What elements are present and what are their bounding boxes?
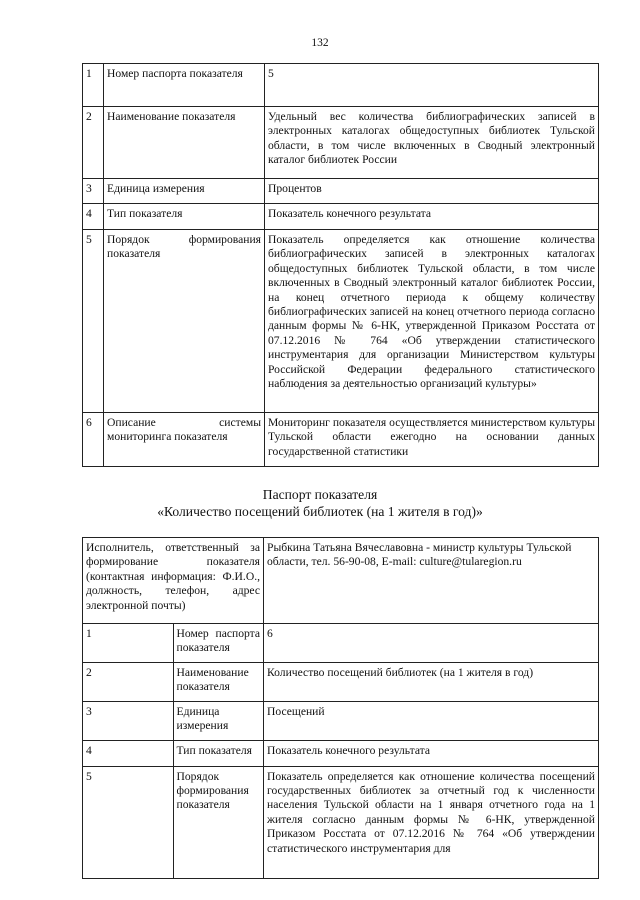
- indicator-table-6: [82, 537, 599, 879]
- executor-value: Рыбкина Татьяна Вячеславовна - министр культуры Тульской области, тел. 56-90-08, E-mail: culture@tularegion.ru: [264, 538, 599, 624]
- row-number: 1: [83, 624, 174, 663]
- row-label: Единица измерения: [104, 179, 265, 204]
- executor-row: [83, 538, 599, 624]
- row-number: 3: [83, 701, 174, 740]
- executor-label: Исполнитель, ответственный за формирование показателя (контактная информация: Ф.И.О., должность, телефон, адрес электронной почты): [83, 538, 264, 624]
- row-label: Описание системы мониторинга показателя: [104, 413, 265, 467]
- row-value: 5: [265, 64, 599, 107]
- row-number: 6: [83, 413, 104, 467]
- row-number: 2: [83, 107, 104, 179]
- table-row: [83, 663, 599, 702]
- row-number: 5: [83, 766, 174, 878]
- row-number: 4: [83, 204, 104, 230]
- row-label: Тип показателя: [173, 740, 264, 766]
- table-row: [83, 624, 599, 663]
- table-row: [83, 766, 599, 878]
- table-row: [83, 179, 599, 204]
- table-row: [83, 413, 599, 467]
- row-value: 6: [264, 624, 599, 663]
- row-number: 4: [83, 740, 174, 766]
- table-row: [83, 64, 599, 107]
- row-value: Процентов: [265, 179, 599, 204]
- row-value: Показатель конечного результата: [264, 740, 599, 766]
- row-value: Показатель определяется как отношение количества библиографических записей в электронных каталогах общедоступных библиотек Тульской области, в том числе включенных в Сводный электронный каталог библиотек России, на конец отчетного периода к общему количеству библиографических записей на конец отчетного периода согласно данным формы № 6-НК, утвержденной Приказом Росстата от 07.12.2016 № 764 «Об утверждении статистического инструментария для организации Министерством культуры Российской Федерации федерального статистического наблюдения за деятельностью организаций культуры»: [265, 230, 599, 413]
- row-label: Наименование показателя: [173, 663, 264, 702]
- row-value: Мониторинг показателя осуществляется министерством культуры Тульской области ежегодно на основании данных государственной статистики: [265, 413, 599, 467]
- row-value: Показатель определяется как отношение количества посещений государственных библиотек за отчетный год к численности населения Тульской области на 1 января отчетного года на 1 жителя согласно данным формы № 6-НК, утвержденной Приказом Росстата от 07.12.2016 № 764 «Об утверждении статистического инструментария для: [264, 766, 599, 878]
- row-value: Количество посещений библиотек (на 1 жителя в год): [264, 663, 599, 702]
- row-number: 5: [83, 230, 104, 413]
- passport-heading: Паспорт показателя: [262, 487, 378, 502]
- row-label: Номер паспорта показателя: [173, 624, 264, 663]
- row-number: 2: [83, 663, 174, 702]
- table-row: [83, 740, 599, 766]
- row-label: Единица измерения: [173, 701, 264, 740]
- row-number: 1: [83, 64, 104, 107]
- row-label: Тип показателя: [104, 204, 265, 230]
- table-row: [83, 107, 599, 179]
- row-number: 3: [83, 179, 104, 204]
- passport-indicator-name: «Количество посещений библиотек (на 1 жителя в год)»: [157, 504, 483, 519]
- row-label: Наименование показателя: [104, 107, 265, 179]
- table-row: [83, 701, 599, 740]
- row-value: Показатель конечного результата: [265, 204, 599, 230]
- row-value: Удельный вес количества библиографических записей в электронных каталогах общедоступных библиотек Тульской области, в том числе включенных в Сводный электронный каталог библиотек России: [265, 107, 599, 179]
- row-label: Порядок формирования показателя: [104, 230, 265, 413]
- row-value: Посещений: [264, 701, 599, 740]
- row-label: Номер паспорта показателя: [104, 64, 265, 107]
- passport-title: [0, 486, 640, 520]
- table-row: [83, 204, 599, 230]
- page-number: 132: [311, 37, 329, 49]
- table-row: [83, 230, 599, 413]
- row-label: Порядок формирования показателя: [173, 766, 264, 878]
- indicator-table-5: [82, 63, 599, 467]
